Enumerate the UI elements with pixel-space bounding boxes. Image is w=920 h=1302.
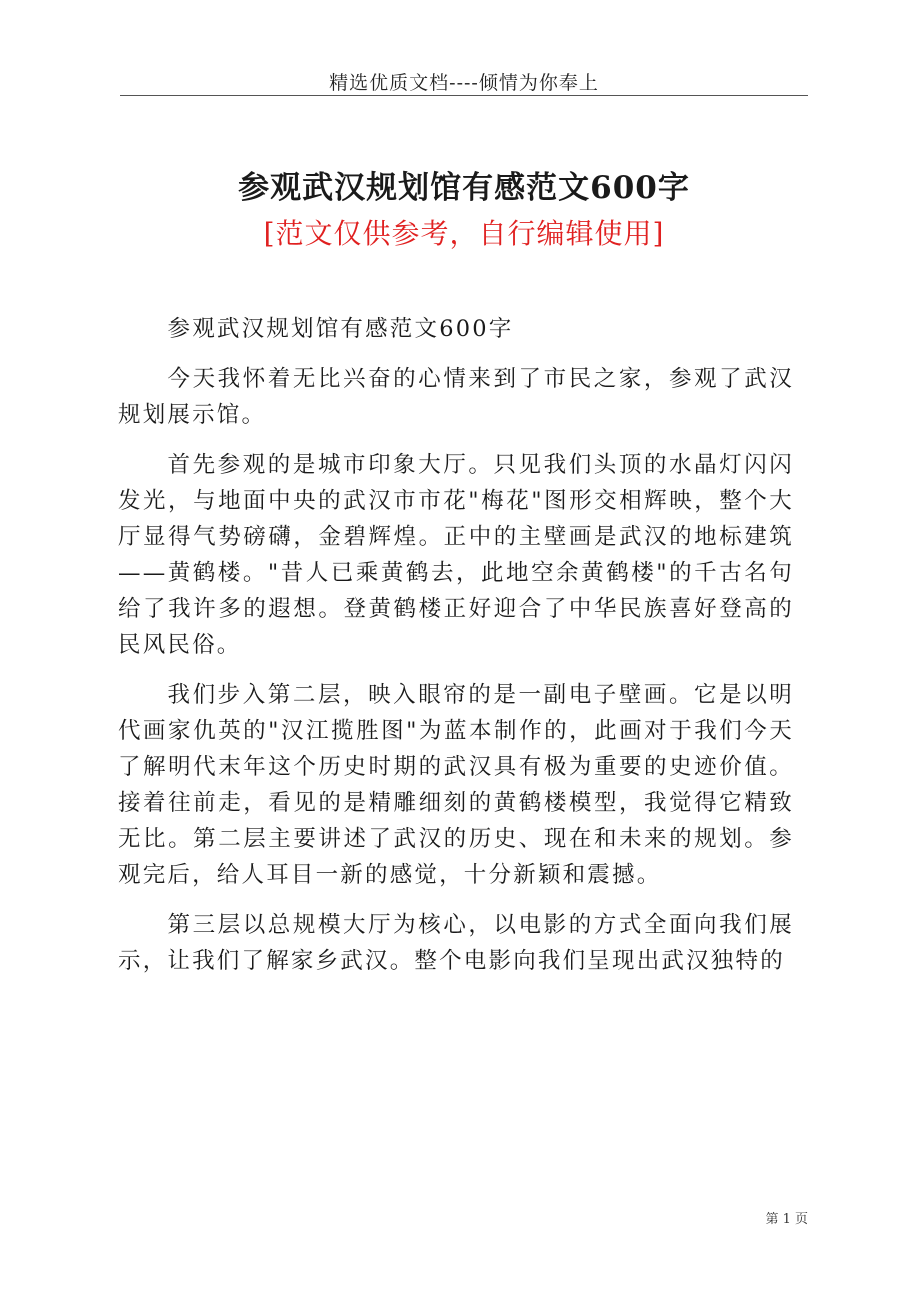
document-body (118, 311, 794, 993)
paragraph: 我们步入第二层，映入眼帘的是一副电子壁画。它是以明代画家仇英的"汉江揽胜图"为蓝本制作的，此画对于我们今天了解明代末年这个历史时期的武汉具有极为重要的史迹价值。接着往前走，看见的是精雕细刻的黄鹤楼模型，我觉得它精致无比。第二层主要讲述了武汉的历史、现在和未来的规划。参观完后，给人耳目一新的感觉，十分新颖和震撼。 (118, 682, 794, 888)
page-header: 精选优质文档----倾情为你奉上 (329, 72, 599, 94)
document-title: 参观武汉规划馆有感范文600字 (238, 170, 690, 206)
paragraph: 今天我怀着无比兴奋的心情来到了市民之家，参观了武汉规划展示馆。 (118, 366, 794, 428)
page-number: 第 1 页 (765, 1212, 808, 1227)
header-divider (120, 95, 808, 96)
document-subtitle: [范文仅供参考，自行编辑使用] (263, 217, 665, 250)
paragraph: 首先参观的是城市印象大厅。只见我们头顶的水晶灯闪闪发光，与地面中央的武汉市市花"梅花"图形交相辉映，整个大厅显得气势磅礴，金碧辉煌。正中的主壁画是武汉的地标建筑——黄鹤楼。"昔人已乘黄鹤去，此地空余黄鹤楼"的千古名句给了我许多的遐想。登黄鹤楼正好迎合了中华民族喜好登高的民风民俗。 (118, 452, 794, 658)
paragraph: 第三层以总规模大厅为核心，以电影的方式全面向我们展示，让我们了解家乡武汉。整个电影向我们呈现出武汉独特的 (118, 912, 794, 974)
paragraph-heading: 参观武汉规划馆有感范文600字 (167, 316, 514, 342)
